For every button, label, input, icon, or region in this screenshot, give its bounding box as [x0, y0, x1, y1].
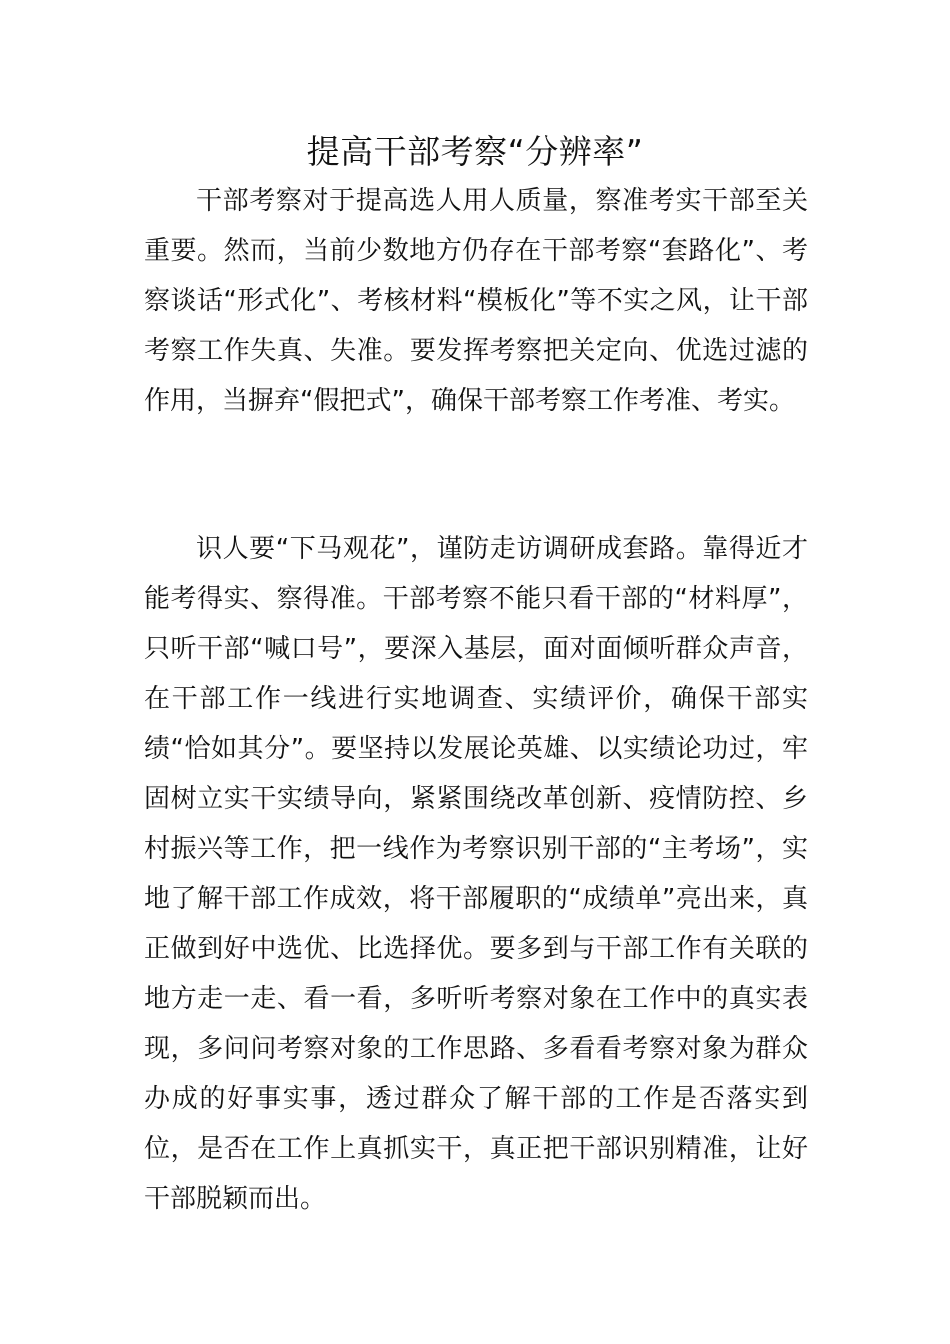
paragraph-intro: 干部考察对于提高选人用人质量，察准考实干部至关重要。然而，当前少数地方仍存在干部考察“套路化”、考察谈话“形式化”、考核材料“模板化”等不实之风，让干部考察工作失真、失准。要发挥考察把关定向、优选过滤的作用，当摒弃“假把式”，确保干部考察工作考准、考实。	[144, 186, 808, 416]
page-title: 提高干部考察“分辨率”	[306, 132, 644, 171]
paragraph-field-inspection: 识人要“下马观花”，谨防走访调研成套路。靠得近才能考得实、察得准。干部考察不能只看干部的“材料厚”，只听干部“喊口号”，要深入基层，面对面倾听群众声音，在干部工作一线进行实地调查、实绩评价，确保干部实绩“恰如其分”。要坚持以发展论英雄、以实绩论功过，牢固树立实干实绩导向，紧紧围绕改革创新、疫情防控、乡村振兴等工作，把一线作为考察识别干部的“主考场”，实地了解干部工作成效，将干部履职的“成绩单”亮出来，真正做到好中选优、比选择优。要多到与干部工作有关联的地方走一走、看一看，多听听考察对象在工作中的真实表现，多问问考察对象的工作思路、多看看考察对象为群众办成的好事实事，透过群众了解干部的工作是否落实到位，是否在工作上真抓实干，真正把干部识别精准，让好干部脱颖而出。	[144, 534, 808, 1214]
